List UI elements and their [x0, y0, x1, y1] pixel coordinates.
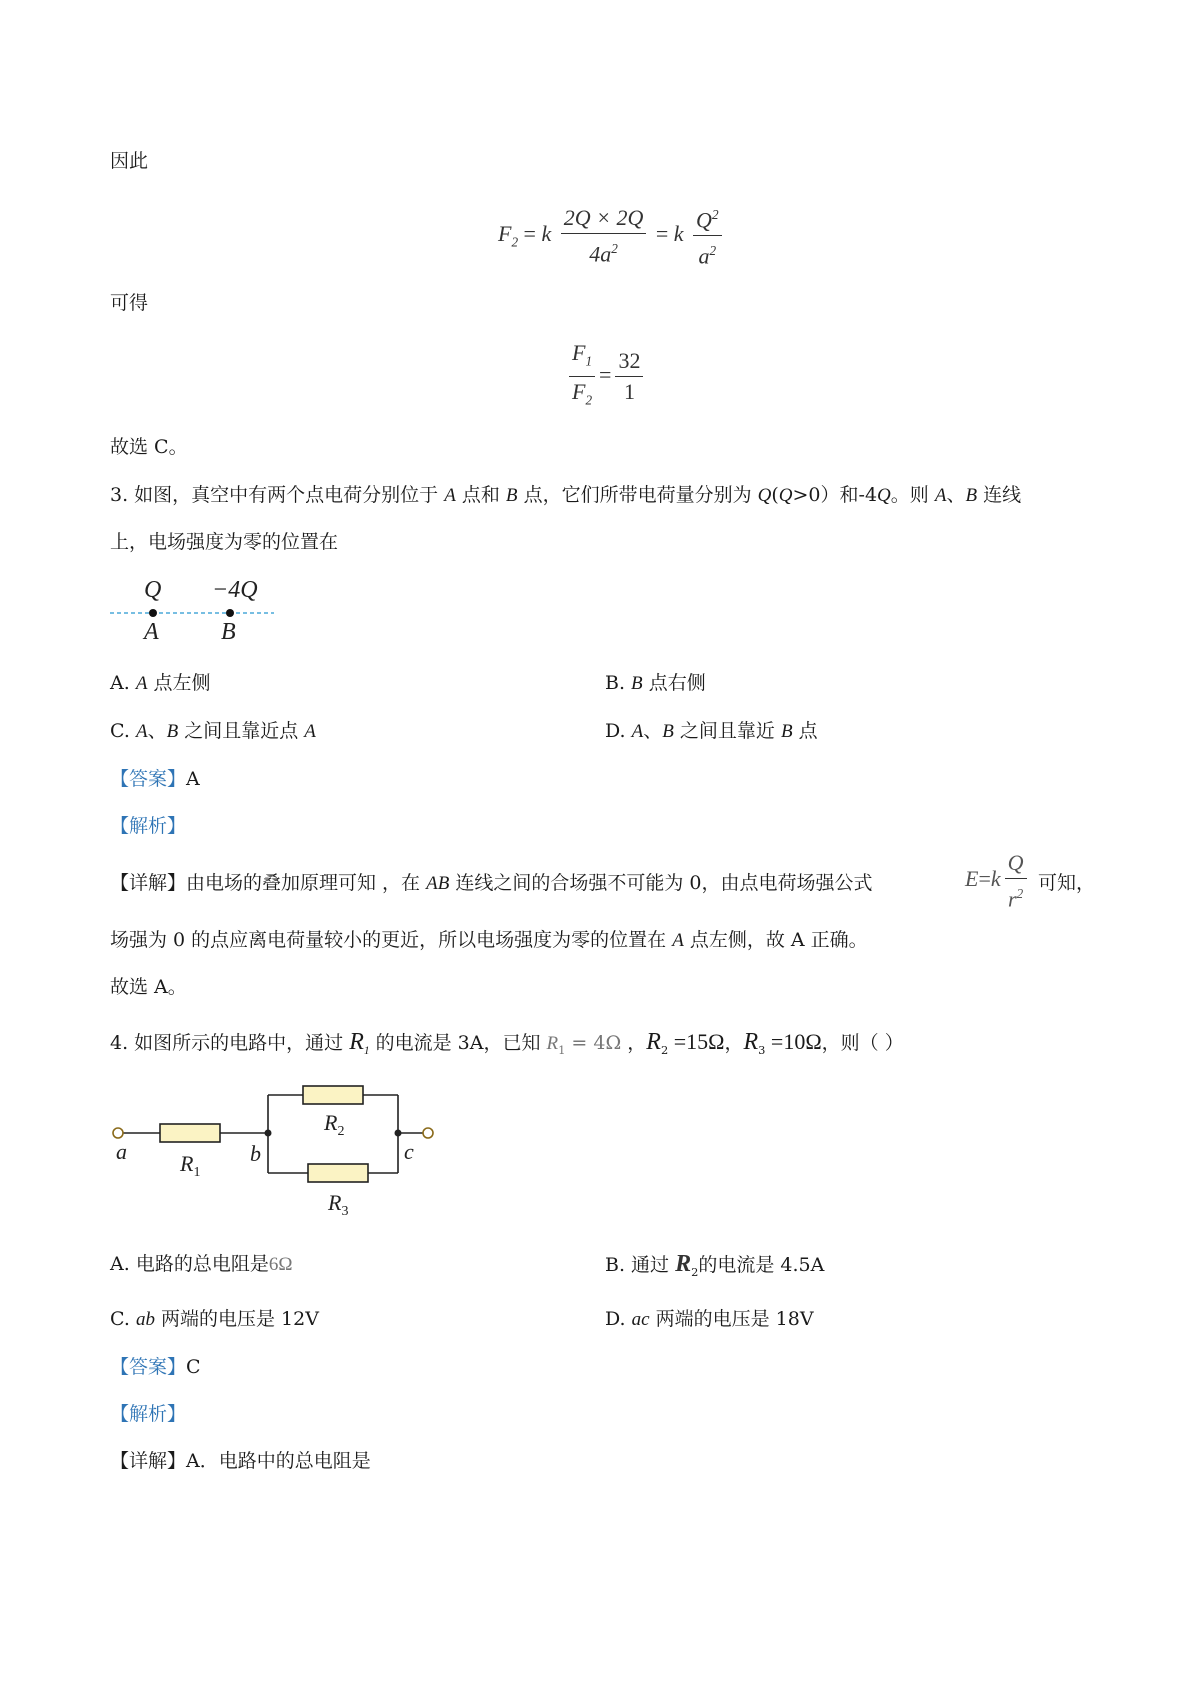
formula-f2: $F_2 = k$ $\frac{2Q \times 2Q}{4a^2}$ = k $\frac{Q^2}{a^2}$ — [498, 200, 726, 272]
q4-option-c[interactable]: C. ab 两端的电压是 12V — [110, 1308, 319, 1330]
node-b-label: b — [250, 1141, 261, 1166]
q3-detail-line1: 【详解】由电场的叠加原理可知 ，在 AB 连线之间的合场强不可能为 0，由点电荷场强公式 — [110, 872, 873, 894]
q4-option-b[interactable]: B. 通过 $R_2$的电流是 4.5A — [605, 1251, 825, 1279]
formula-ratio: $\frac{F_1}{F_2}$ = $\frac{32}{1}$ — [565, 338, 647, 416]
q4-option-d[interactable]: D. ac 两端的电压是 18V — [605, 1308, 814, 1330]
q3-answer: 【答案】A — [110, 768, 200, 790]
point-a-label: A — [144, 619, 159, 645]
text-guxuan-c: 故选 C。 — [110, 436, 188, 458]
q3-option-c[interactable]: C. A、B 之间且靠近点 A — [110, 720, 316, 742]
resistor-r1 — [160, 1124, 220, 1142]
junction-b — [265, 1130, 272, 1137]
point-b-label: B — [221, 619, 236, 645]
q4-detail: 【详解】A．电路中的总电阻是 — [110, 1450, 371, 1472]
r3-label: $R_3$ — [328, 1190, 349, 1219]
q3-detail-line2: 场强为 0 的点应离电荷量较小的更近，所以电场强度为零的位置在 A 点左侧，故 A 正确。 — [110, 929, 868, 951]
q3-option-a[interactable]: A. A 点左侧 — [110, 672, 211, 694]
r2-label: $R_2$ — [324, 1110, 345, 1139]
q4-jiexi-tag: 【解析】 — [110, 1403, 187, 1425]
junction-c — [395, 1130, 402, 1137]
charge-diagram — [108, 575, 278, 645]
node-c-label: c — [404, 1139, 414, 1164]
q3-conclusion: 故选 A。 — [110, 976, 187, 998]
text-kede: 可得 — [110, 292, 149, 314]
text-yinci: 因此 — [110, 150, 149, 172]
charge-b-label: −4Q — [212, 577, 258, 603]
charge-a-dot — [149, 609, 157, 617]
q3-line2: 上，电场强度为零的位置在 — [110, 531, 339, 553]
q3-option-d[interactable]: D. A、B 之间且靠近 B 点 — [605, 720, 818, 742]
q4-answer: 【答案】C — [110, 1356, 201, 1378]
q4-stem: 4. 如图所示的电路中，通过 $R_1$ 的电流是 3A，已知 $R_1 = 4\Omega$ ，$R_2 =15\Omega$，$R_3 =10\Omega$，则（ ） — [110, 1029, 904, 1057]
q4-option-a[interactable]: A. 电路的总电阻是6Ω — [110, 1253, 293, 1275]
resistor-r3 — [308, 1164, 368, 1182]
circuit-diagram — [108, 1075, 448, 1225]
r1-label: $R_1$ — [180, 1151, 201, 1180]
formula-e-field: E=k $\frac{Q}{r^2}$ — [965, 848, 1031, 914]
terminal-a — [113, 1128, 123, 1138]
terminal-c — [423, 1128, 433, 1138]
charge-a-label: Q — [144, 577, 162, 603]
q3-jiexi-tag: 【解析】 — [110, 815, 187, 837]
node-a-label: a — [116, 1139, 127, 1164]
q3-line1: 3. 如图，真空中有两个点电荷分别位于 A 点和 B 点，它们所带电荷量分别为 Q(Q>0）和-4Q。则 A、B 连线 — [110, 484, 1022, 506]
resistor-r2 — [303, 1086, 363, 1104]
q3-option-b[interactable]: B. B 点右侧 — [605, 672, 706, 694]
charge-b-dot — [226, 609, 234, 617]
q3-detail-line1-end: 可知， — [1038, 872, 1096, 894]
